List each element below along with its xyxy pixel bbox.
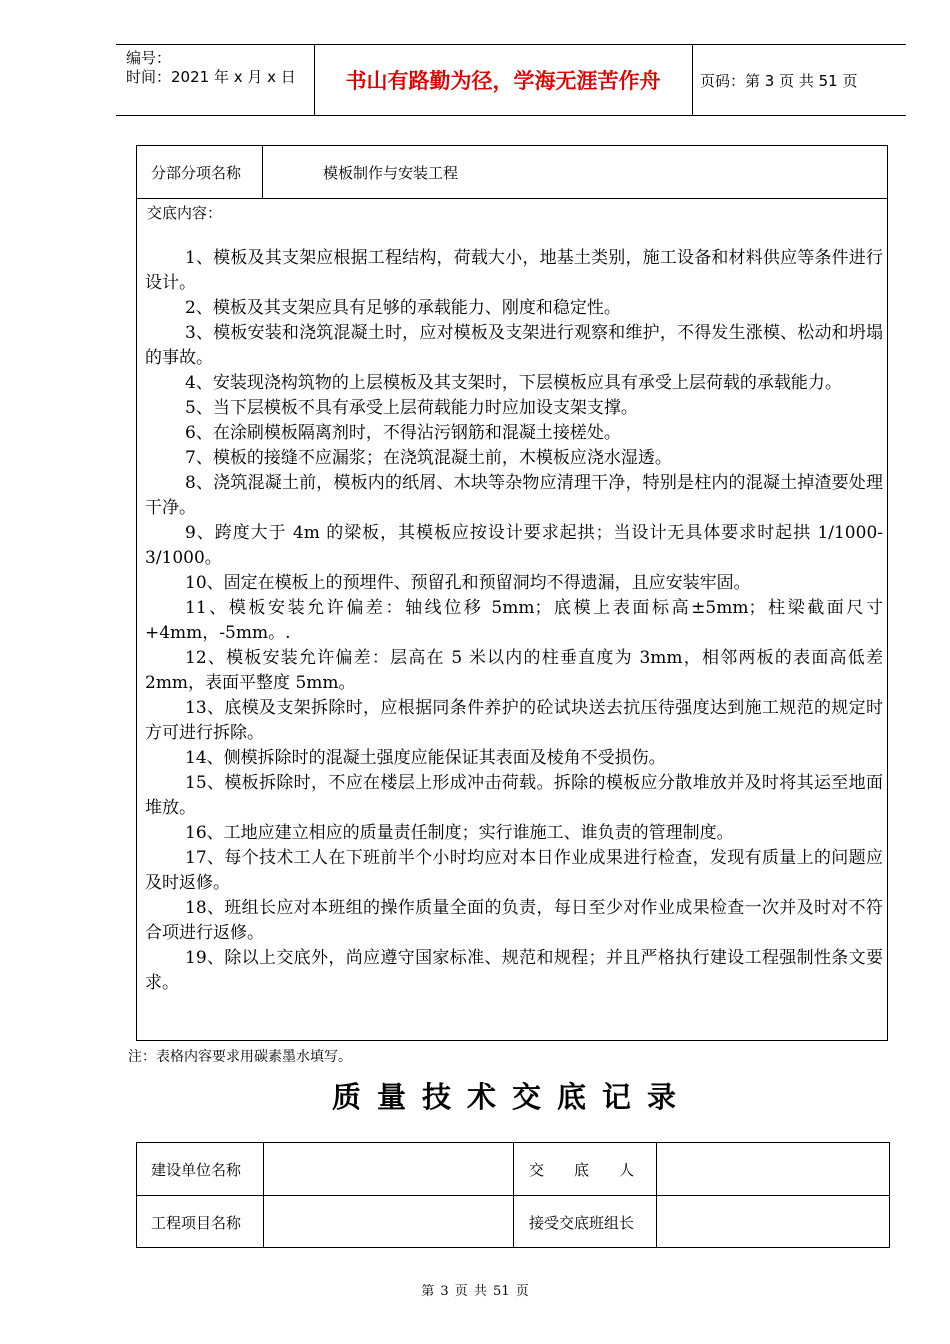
table-header-row	[137, 146, 887, 199]
list-item: 10、固定在模板上的预埋件、预留孔和预留洞均不得遗漏，且应安装牢固。	[185, 573, 751, 593]
list-item: 1、模板及其支架应根据工程结构，荷载大小，地基土类别，施工设备和材料供应等条件进行设计。	[145, 248, 883, 293]
list-item: 11、模板安装允许偏差：轴线位移 5mm；底模上表面标高±5mm；柱梁截面尺寸+4mm，-5mm。.	[145, 598, 883, 643]
disclosure-items	[145, 246, 883, 996]
table-note: 注：表格内容要求用碳素墨水填写。	[128, 1049, 352, 1065]
list-item: 19、除以上交底外，尚应遵守国家标准、规范和规程；并且严格执行建设工程强制性条文要求。	[145, 948, 883, 993]
list-item: 17、每个技术工人在下班前半个小时均应对本日作业成果进行检查，发现有质量上的问题应及时返修。	[145, 848, 883, 893]
header-divider	[692, 45, 693, 115]
page-footer: 第 3 页 共 51 页	[421, 1284, 529, 1299]
list-item: 5、当下层模板不具有承受上层荷载能力时应加设支架支撑。	[185, 398, 638, 418]
record-table	[136, 1142, 890, 1248]
list-item: 4、安装现浇构筑物的上层模板及其支架时，下层模板应具有承受上层荷载的承载能力。	[185, 373, 842, 393]
cell-divider	[656, 1143, 657, 1247]
construction-unit-label: 建设单位名称	[151, 1160, 242, 1179]
record-title: 质量技术交底记录	[331, 1080, 692, 1114]
cell-divider	[513, 1143, 514, 1247]
document-number-label: 编号：	[126, 49, 172, 67]
list-item: 15、模板拆除时，不应在楼层上形成冲击荷载。拆除的模板应分散堆放并及时将其运至地面堆放。	[145, 773, 883, 818]
list-item: 14、侧模拆除时的混凝土强度应能保证其表面及棱角不受损伤。	[185, 748, 666, 768]
subitem-name-value: 模板制作与安装工程	[323, 163, 459, 182]
cell-divider	[263, 1143, 264, 1247]
list-item: 3、模板安装和浇筑混凝土时，应对模板及支架进行观察和维护，不得发生涨模、松动和坍塌的事故。	[145, 323, 883, 368]
header-meta	[126, 49, 296, 87]
team-leader-label: 接受交底班组长	[529, 1213, 635, 1232]
disclosure-table	[136, 145, 888, 1041]
header-page-info: 页码：第 3 页 共 51 页	[700, 71, 858, 90]
list-item: 16、工地应建立相应的质量责任制度；实行谁施工、谁负责的管理制度。	[185, 823, 734, 843]
list-item: 13、底模及支架拆除时，应根据同条件养护的砼试块送去抗压待强度达到施工规范的规定时方可进行拆除。	[145, 698, 883, 743]
list-item: 2、模板及其支架应具有足够的承载能力、刚度和稳定性。	[185, 298, 621, 318]
list-item: 9、跨度大于 4m 的梁板，其模板应按设计要求起拱；当设计无具体要求时起拱 1/1000-3/1000。	[145, 523, 883, 568]
page-header	[116, 44, 906, 116]
list-item: 8、浇筑混凝土前，模板内的纸屑、木块等杂物应清理干净，特别是柱内的混凝土掉渣要处理干净。	[145, 473, 883, 518]
document-time: 时间：2021 年 x 月 x 日	[126, 68, 296, 86]
list-item: 12、模板安装允许偏差：层高在 5 米以内的柱垂直度为 3mm，相邻两板的表面高低差 2mm，表面平整度 5mm。	[145, 648, 883, 693]
cell-divider	[262, 146, 263, 198]
header-motto: 书山有路勤为径，学海无涯苦作舟	[345, 69, 661, 93]
content-label: 交底内容：	[147, 204, 223, 222]
subitem-name-label: 分部分项名称	[151, 163, 242, 182]
discloser-label: 交 底 人	[529, 1160, 635, 1179]
list-item: 18、班组长应对本班组的操作质量全面的负责，每日至少对作业成果检查一次并及时对不符合项进行返修。	[145, 898, 883, 943]
list-item: 6、在涂刷模板隔离剂时，不得沾污钢筋和混凝土接槎处。	[185, 423, 621, 443]
list-item: 7、模板的接缝不应漏浆；在浇筑混凝土前，木模板应浇水湿透。	[185, 448, 672, 468]
project-name-label: 工程项目名称	[151, 1213, 242, 1232]
